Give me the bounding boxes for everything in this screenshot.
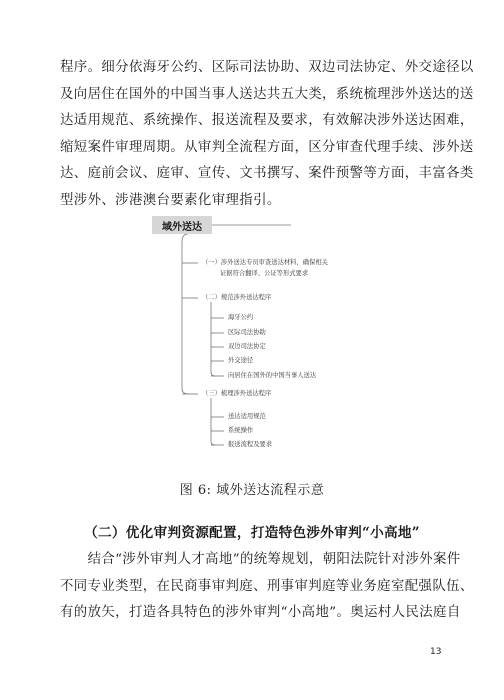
text-line: 不同专业类型，在民商事审判庭、刑事审判庭等业务庭室配强队伍、	[60, 578, 474, 594]
main-trunk	[182, 234, 188, 394]
group2-trunk	[211, 302, 215, 376]
group2-item: 海牙公约	[228, 314, 254, 321]
group1-label-line1: （一）涉外送达专员审查送达材料，确保相关	[202, 259, 328, 266]
group1-label-line2: 证据符合翻译、公证等形式要求	[220, 270, 309, 277]
group3-item: 报送流程及要求	[228, 441, 273, 448]
group2-item: 向居住在国外的中国当事人送达	[228, 372, 317, 379]
section-heading: （二）优化审判资源配置，打造特色涉外审判“小高地”	[84, 525, 420, 541]
figure-caption: 图 6: 域外送达流程示意	[179, 483, 325, 498]
text-line: 缩短案件审理周期。从审判全流程方面，区分审查代理手续、涉外送	[60, 139, 474, 155]
group2-item: 双边司法协定	[228, 343, 266, 350]
text-line: 程序。细分依海牙公约、区际司法协助、双边司法协定、外交途径以	[60, 60, 474, 75]
group2-label: （二）规范涉外送达程序	[202, 294, 272, 301]
text-line: 达、庭前会议、庭审、宣传、文书撰写、案件预警等方面，丰富各类	[60, 166, 474, 181]
page-number: 13	[430, 647, 442, 657]
group2-item: 外交途径	[228, 357, 254, 364]
group3-label: （三）梳理涉外送达程序	[202, 390, 272, 397]
diagram-connectors	[148, 212, 378, 412]
group3-items	[148, 408, 378, 458]
text-line: 及向居住在国外的中国当事人送达共五大类，系统梳理涉外送达的送	[60, 86, 474, 102]
text-line: 型涉外、涉港澳台要素化审理指引。	[60, 192, 281, 208]
text-line: 达适用规范、系统操作、报送流程及要求，有效解决涉外送达困难，	[60, 113, 474, 128]
group3-item: 系统操作	[228, 427, 254, 434]
diagram-root: 域外送达	[152, 216, 212, 234]
text-line: 有的放矢，打造各具特色的涉外审判“小高地”。奥运村人民法庭自	[60, 605, 461, 620]
text-line: 结合“涉外审判人才高地”的统筹规划，朝阳法院针对涉外案件	[60, 552, 461, 567]
flow-diagram	[148, 212, 378, 412]
group3-item: 送达适用规范	[228, 413, 266, 420]
group2-item: 区际司法协助	[228, 329, 266, 336]
